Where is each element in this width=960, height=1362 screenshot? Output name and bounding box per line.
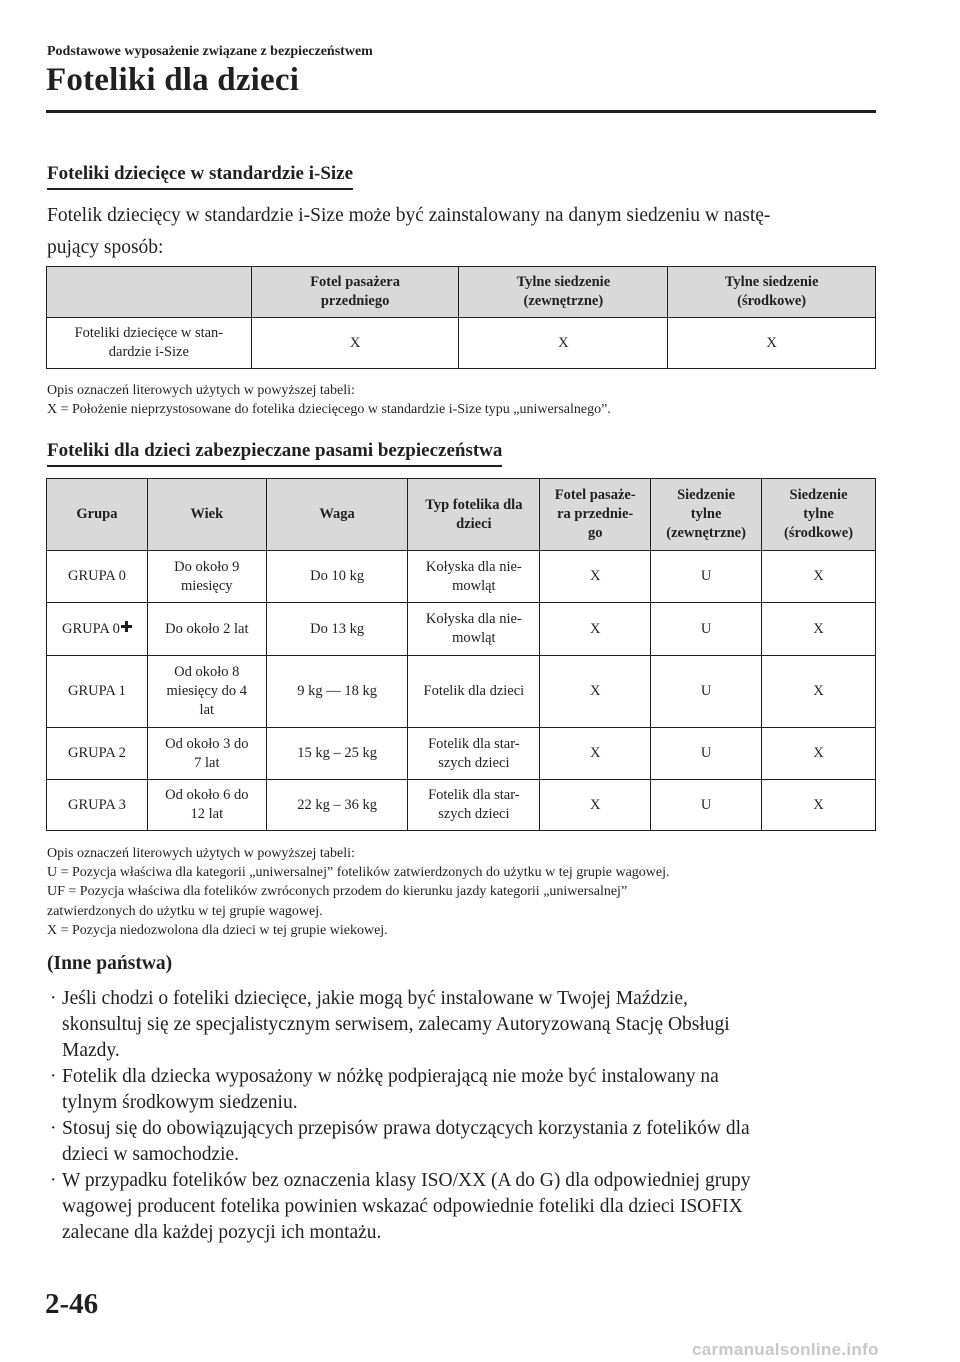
heading-underline: [47, 465, 502, 467]
bullet-dot-icon: ·: [50, 1118, 57, 1139]
cell-rear-outer: U: [651, 603, 762, 656]
isize-intro: [47, 200, 879, 264]
table-row: [47, 318, 876, 369]
cell-rear-outer: X: [459, 318, 668, 369]
header-cell-rear-outer: Siedzenie tylne (zewnętrzne): [651, 479, 762, 551]
header-cell-group: Grupa: [47, 479, 148, 551]
belted-table-header: [47, 479, 876, 551]
cell-rear-outer: U: [651, 551, 762, 603]
legend-line: UF = Pozycja właściwa dla fotelików zwróconych przodem do kierunku jazdy kategorii „uniwersalnej”: [47, 884, 628, 900]
isize-table: [46, 266, 876, 369]
cell-type: Kołyska dla nie- mowląt: [408, 603, 540, 656]
list-item: · Jeśli chodzi o foteliki dziecięce, jakie mogą być instalowane w Twojej Maździe, skonsultuj się ze specjalistycznym serwisem, zalecamy Autoryzowaną Stację Obsługi Mazdy.: [50, 988, 730, 1061]
cell-rear-center: X: [762, 780, 876, 831]
cell-group: GRUPA 2: [47, 728, 148, 780]
list-item: · Fotelik dla dziecka wyposażony w nóżkę podpierającą nie może być instalowany na tylnym środkowym siedzeniu.: [50, 1066, 719, 1113]
row-label: Foteliki dziecięce w stan- dardzie i-Size: [47, 318, 252, 369]
plus-icon: [121, 621, 132, 632]
list-item: · Stosuj się do obowiązujących przepisów prawa dotyczących korzystania z fotelików dla dzieci w samochodzie.: [50, 1118, 750, 1165]
cell-weight: 9 kg ― 18 kg: [266, 656, 408, 728]
table-row: [47, 728, 876, 780]
cell-rear-outer: U: [651, 656, 762, 728]
other-countries-list: [47, 986, 877, 1246]
header-cell-age: Wiek: [147, 479, 266, 551]
bullet-dot-icon: ·: [50, 1066, 57, 1087]
cell-rear-center: X: [762, 603, 876, 656]
other-countries-heading: (Inne państwa): [47, 953, 173, 974]
cell-age: Od około 8 miesięcy do 4 lat: [147, 656, 266, 728]
table-row: [47, 780, 876, 831]
breadcrumb: Podstawowe wyposażenie związane z bezpieczeństwem: [47, 44, 373, 59]
cell-type: Fotelik dla star- szych dzieci: [408, 728, 540, 780]
cell-rear-outer: U: [651, 728, 762, 780]
cell-type: Fotelik dla star- szych dzieci: [408, 780, 540, 831]
cell-rear-center: X: [762, 656, 876, 728]
header-cell-rear-center: Siedzenie tylne (środkowe): [762, 479, 876, 551]
cell-weight: Do 10 kg: [266, 551, 408, 603]
title-divider: [46, 110, 876, 113]
header-cell: Tylne siedzenie (środkowe): [668, 267, 876, 318]
header-cell-weight: Waga: [266, 479, 408, 551]
page-title: Foteliki dla dzieci: [46, 62, 300, 98]
page-number: 2-46: [45, 1288, 99, 1320]
isize-table-header: [47, 267, 876, 318]
legend-line: X = Położenie nieprzystosowane do fotelika dziecięcego w standardzie i-Size typu „uniwersalnego”.: [47, 402, 611, 418]
cell-age: Do około 9 miesięcy: [147, 551, 266, 603]
belted-seats-table: [46, 478, 876, 831]
cell-type: Kołyska dla nie- mowląt: [408, 551, 540, 603]
cell-front: X: [540, 603, 651, 656]
intro-line: pujący sposób:: [47, 237, 164, 258]
isize-legend: [47, 381, 877, 419]
cell-age: Do około 2 lat: [147, 603, 266, 656]
cell-age: Od około 3 do 7 lat: [147, 728, 266, 780]
section-heading-belted: [47, 440, 502, 467]
header-cell: Tylne siedzenie (zewnętrzne): [459, 267, 668, 318]
cell-group: GRUPA 0: [47, 603, 148, 656]
header-cell-front: Fotel pasaże- ra przednie- go: [540, 479, 651, 551]
watermark[interactable]: carmanualsonline.info: [692, 1340, 879, 1359]
belted-legend: [47, 844, 877, 940]
cell-weight: Do 13 kg: [266, 603, 408, 656]
table-row: [47, 551, 876, 603]
legend-line: zatwierdzonych do użytku w tej grupie wagowej.: [47, 903, 323, 919]
table-row: [47, 656, 876, 728]
bullet-dot-icon: ·: [50, 1170, 57, 1191]
list-item: · W przypadku fotelików bez oznaczenia klasy ISO/XX (A do G) dla odpowiedniej grupy wagowej producent fotelika powinien wskazać odpowiednie foteliki dla dzieci ISOFIX zalecane dla każdej pozycji ich montażu.: [50, 1170, 751, 1243]
section-heading-isize: [47, 163, 353, 190]
cell-front: X: [540, 551, 651, 603]
cell-front: X: [540, 728, 651, 780]
cell-weight: 15 kg – 25 kg: [266, 728, 408, 780]
table-row: [47, 603, 876, 656]
cell-group: GRUPA 3: [47, 780, 148, 831]
cell-weight: 22 kg – 36 kg: [266, 780, 408, 831]
legend-line: U = Pozycja właściwa dla kategorii „uniwersalnej” fotelików zatwierdzonych do użytku w tej grupie wagowej.: [47, 865, 670, 881]
cell-rear-center: X: [762, 551, 876, 603]
section-heading-text: Foteliki dziecięce w standardzie i-Size: [47, 163, 354, 184]
cell-rear-outer: U: [651, 780, 762, 831]
section-heading-text: Foteliki dla dzieci zabezpieczane pasami bezpieczeństwa: [47, 440, 503, 461]
cell-rear-center: X: [668, 318, 876, 369]
legend-line: Opis oznaczeń literowych użytych w powyższej tabeli:: [47, 383, 355, 398]
intro-line: Fotelik dziecięcy w standardzie i-Size może być zainstalowany na danym siedzeniu w nastę-: [47, 205, 771, 226]
cell-front: X: [540, 656, 651, 728]
cell-group: GRUPA 1: [47, 656, 148, 728]
cell-age: Od około 6 do 12 lat: [147, 780, 266, 831]
header-cell-empty: [47, 267, 252, 318]
cell-front: X: [251, 318, 459, 369]
bullet-dot-icon: ·: [50, 988, 57, 1009]
cell-rear-center: X: [762, 728, 876, 780]
header-cell: Fotel pasażera przedniego: [251, 267, 459, 318]
cell-group: GRUPA 0: [47, 551, 148, 603]
cell-front: X: [540, 780, 651, 831]
heading-underline: [47, 188, 353, 190]
header-cell-type: Typ fotelika dla dzieci: [408, 479, 540, 551]
legend-line: X = Pozycja niedozwolona dla dzieci w tej grupie wiekowej.: [47, 922, 388, 938]
legend-line: Opis oznaczeń literowych użytych w powyższej tabeli:: [47, 846, 355, 861]
cell-type: Fotelik dla dzieci: [408, 656, 540, 728]
